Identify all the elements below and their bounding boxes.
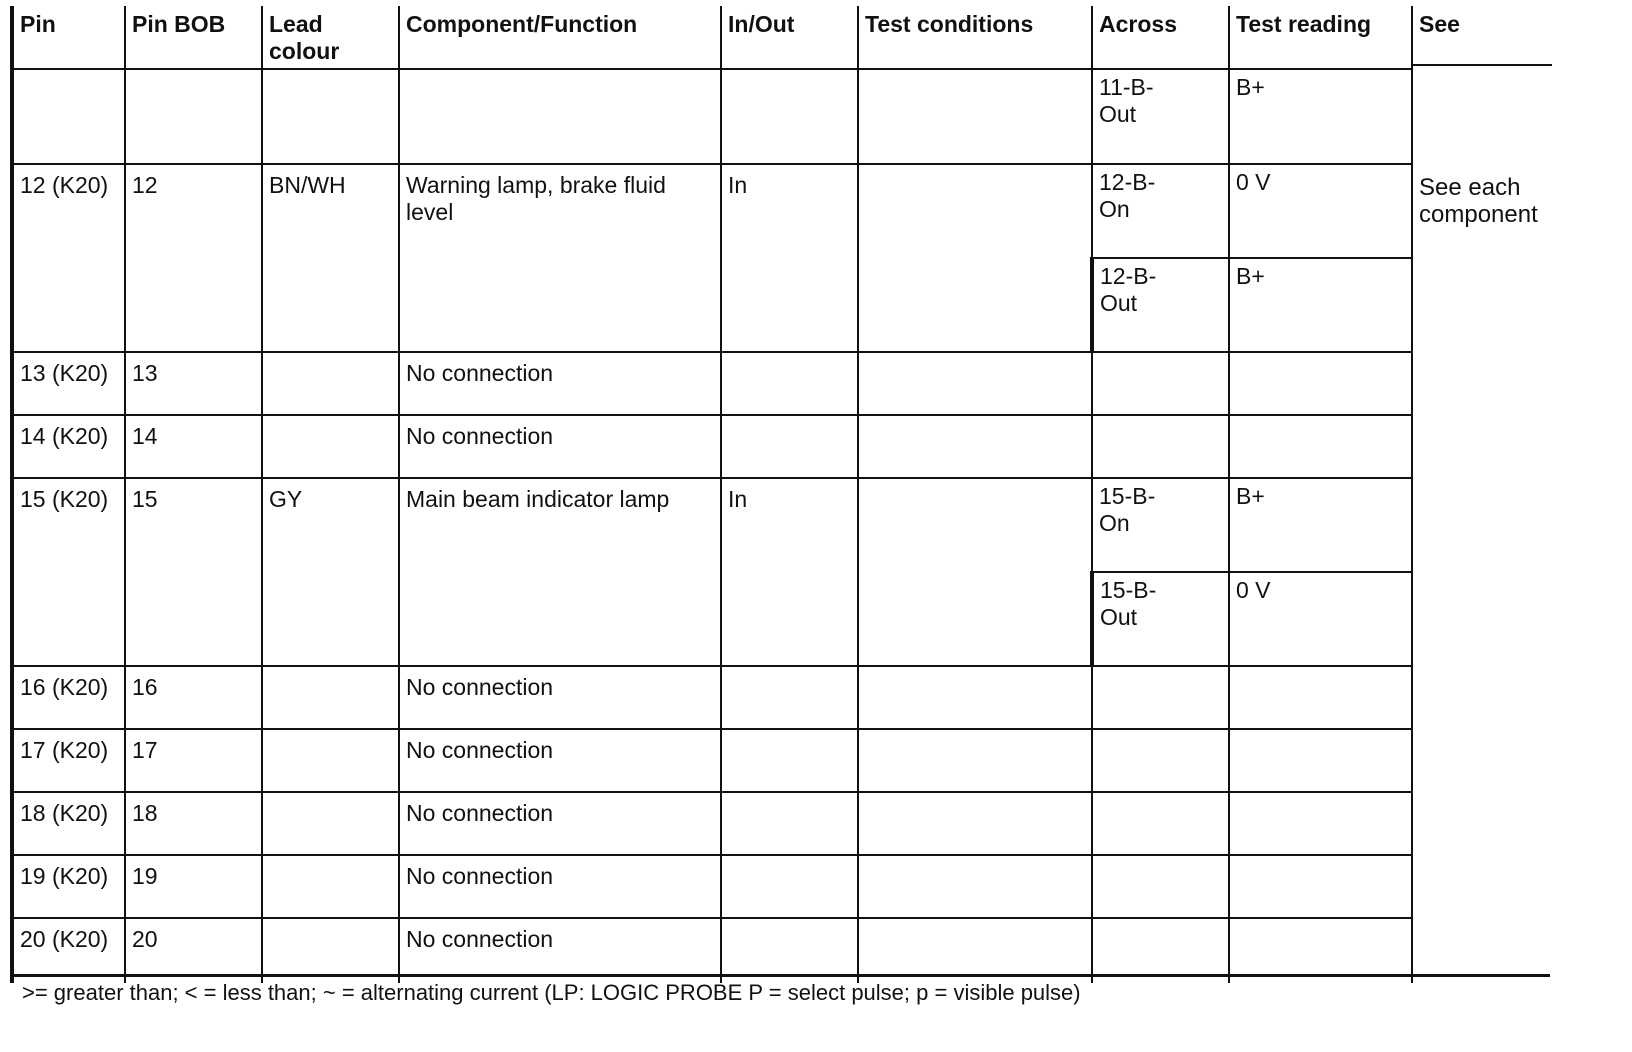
across-cell: 15-B- Out [1092,572,1229,666]
table-row [12,352,1624,415]
conditions-cell [858,855,1092,918]
header-see: See [1412,6,1624,69]
conditions-cell [858,352,1092,415]
conditions-cell [858,729,1092,792]
header-across: Across [1092,6,1229,69]
lead-cell [262,666,399,729]
across-cell [1092,352,1229,415]
component-cell: No connection [399,352,721,415]
reading-cell: B+ [1229,258,1412,352]
conditions-cell [858,666,1092,729]
component-cell: No connection [399,415,721,478]
inout-cell [721,792,858,855]
across-cell [1092,855,1229,918]
across-cell [1092,666,1229,729]
pin-cell: 15 (K20) [12,478,125,666]
bob-cell: 16 [125,666,262,729]
inout-cell [721,855,858,918]
component-cell: Main beam indicator lamp [399,478,721,666]
across-cell [1092,415,1229,478]
component-cell: No connection [399,729,721,792]
component-cell: Warning lamp, brake fluid level [399,164,721,352]
header-in-out: In/Out [721,6,858,69]
pin-cell: 18 (K20) [12,792,125,855]
inout-cell [721,666,858,729]
bob-cell: 18 [125,792,262,855]
reading-cell [1229,666,1412,729]
component-cell: No connection [399,666,721,729]
lead-cell: BN/WH [262,164,399,352]
bob-cell: 13 [125,352,262,415]
table-bottom-rule [10,974,1550,977]
pin-cell: 20 (K20) [12,918,125,983]
header-row [12,6,1624,69]
pin-cell: 17 (K20) [12,729,125,792]
table-row [12,69,1624,164]
header-component: Component/Function [399,6,721,69]
pin-cell: 19 (K20) [12,855,125,918]
conditions-cell [858,478,1092,666]
inout-cell: In [721,478,858,666]
reading-cell [1229,415,1412,478]
bob-cell: 19 [125,855,262,918]
lead-cell [262,855,399,918]
reading-cell [1229,855,1412,918]
header-lead-colour: Lead colour [262,6,399,69]
inout-cell [721,415,858,478]
table-row [12,478,1624,572]
conditions-cell [858,69,1092,164]
reading-cell: 0 V [1229,164,1412,258]
across-cell [1092,729,1229,792]
across-cell [1092,792,1229,855]
pin-cell: 12 (K20) [12,164,125,352]
conditions-cell [858,415,1092,478]
table-row [12,855,1624,918]
reading-cell: B+ [1229,69,1412,164]
lead-cell [262,415,399,478]
pin-cell: 16 (K20) [12,666,125,729]
table-row [12,729,1624,792]
bob-cell: 17 [125,729,262,792]
conditions-cell [858,792,1092,855]
header-test-reading: Test reading [1229,6,1412,69]
header-divider [1412,64,1552,66]
header-pin-bob: Pin BOB [125,6,262,69]
across-cell: 12-B- On [1092,164,1229,258]
across-cell: 11-B- Out [1092,69,1229,164]
bob-cell [125,69,262,164]
bob-cell: 12 [125,164,262,352]
see-cell: See each component [1412,69,1624,983]
table-row [12,164,1624,258]
pin-table [10,6,1624,983]
bob-cell: 14 [125,415,262,478]
lead-cell [262,792,399,855]
bob-cell: 20 [125,918,262,983]
lead-cell [262,352,399,415]
bob-cell: 15 [125,478,262,666]
lead-cell [262,69,399,164]
component-cell: No connection [399,792,721,855]
lead-cell: GY [262,478,399,666]
component-cell: No connection [399,855,721,918]
footnote: >= greater than; < = less than; ~ = alternating current (LP: LOGIC PROBE P = select pulse; p = visible pulse) [22,980,1081,1005]
reading-cell [1229,729,1412,792]
table-row [12,415,1624,478]
inout-cell [721,352,858,415]
header-test-conditions: Test conditions [858,6,1092,69]
pin-cell [12,69,125,164]
reading-cell [1229,352,1412,415]
inout-cell: In [721,164,858,352]
table-row [12,666,1624,729]
conditions-cell [858,164,1092,352]
across-cell: 15-B- On [1092,478,1229,572]
table-row [12,792,1624,855]
reading-cell: B+ [1229,478,1412,572]
across-cell: 12-B- Out [1092,258,1229,352]
inout-cell [721,729,858,792]
pin-cell: 13 (K20) [12,352,125,415]
pin-cell: 14 (K20) [12,415,125,478]
reading-cell [1229,792,1412,855]
component-cell: No connection [399,918,721,983]
lead-cell [262,729,399,792]
component-cell [399,69,721,164]
reading-cell: 0 V [1229,572,1412,666]
header-pin: Pin [12,6,125,69]
inout-cell [721,69,858,164]
